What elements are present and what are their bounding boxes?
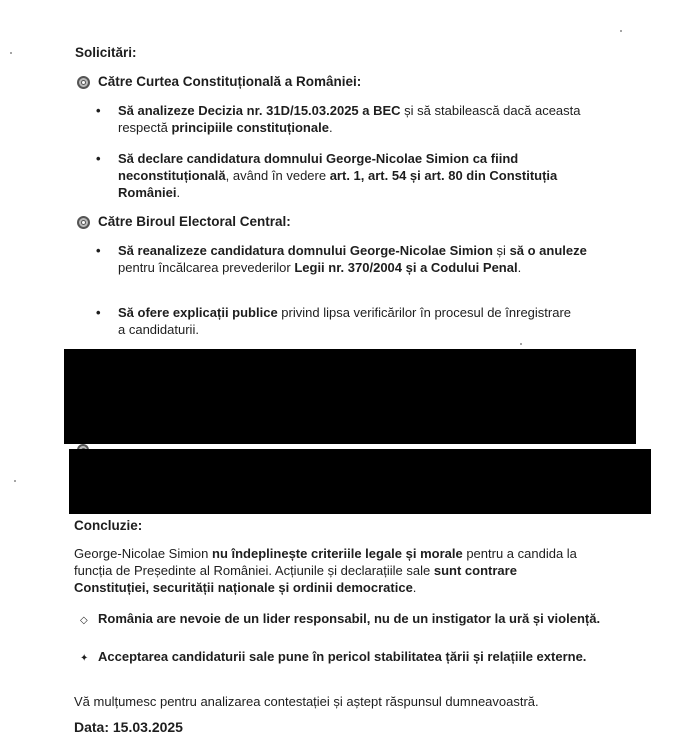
concluzie-bullet — [74, 648, 594, 667]
item-bold-text: art. 1, art. 54 și art. 80 din Constituția României — [118, 168, 558, 200]
section-title-ccr: Către Curtea Constituțională a României: — [98, 74, 362, 89]
paragraph-bold-text: nu îndeplinește criteriile legale și morale — [212, 546, 463, 561]
item-text: și să stabilească dacă aceasta respectă — [118, 103, 581, 135]
item-text: , având în vedere — [225, 168, 330, 183]
gear-icon — [77, 76, 90, 89]
gear-icon — [77, 216, 90, 229]
item-bold-text: Legii nr. 370/2004 și a Codului Penal — [294, 260, 518, 275]
date-line: Data: 15.03.2025 — [74, 719, 183, 735]
redaction-block — [69, 449, 651, 514]
bullet-text: România are nevoie de un lider responsabil, nu de un instigator la ură și violență. — [98, 611, 601, 626]
sparkle-icon: ✦ — [80, 653, 89, 664]
list-item — [96, 304, 576, 338]
bullet-text: Acceptarea candidaturii sale pune în pericol stabilitatea țării și relațiile externe. — [98, 649, 587, 664]
solicitari-heading: Solicitări: — [75, 45, 137, 60]
concluzie-heading: Concluzie: — [74, 518, 143, 533]
concluzie-paragraph — [74, 545, 594, 596]
item-bold-text: Să reanalizeze candidatura domnului George-Nicolae Simion — [118, 243, 493, 258]
paragraph-text: George-Nicolae Simion — [74, 546, 213, 561]
item-bold-text: principiile constituționale — [171, 120, 329, 135]
paragraph-text: . — [412, 580, 417, 595]
paragraph-bold-text: sunt contrare Constituției, securității naționale și ordinii democratice — [74, 563, 517, 595]
diamond-outline-icon: ◇ — [80, 615, 88, 626]
scan-speck — [14, 480, 16, 482]
list-item — [96, 150, 616, 201]
redaction-block — [64, 349, 636, 444]
item-text: privind lipsa verificărilor în procesul de înregistrare a candidaturii. — [118, 305, 572, 337]
scan-speck — [520, 343, 522, 345]
item-bold-text: să o anuleze — [509, 243, 587, 258]
closing-line: Vă mulțumesc pentru analizarea contestației și aștept răspunsul dumneavoastră. — [74, 694, 539, 709]
bullet-icon: • — [96, 151, 101, 166]
concluzie-bullet — [74, 610, 604, 629]
section-title-bec: Către Biroul Electoral Central: — [98, 214, 291, 229]
item-text: . — [176, 185, 181, 200]
item-text: pentru încălcarea prevederilor — [118, 260, 295, 275]
bullet-icon: • — [96, 243, 101, 258]
bullet-icon: • — [96, 305, 101, 320]
item-text: și — [492, 243, 510, 258]
scan-speck — [10, 52, 12, 54]
item-text: . — [517, 260, 522, 275]
list-item — [96, 242, 601, 276]
bullet-icon: • — [96, 103, 101, 118]
item-bold-text: Să declare candidatura domnului George-Nicolae Simion ca fiind neconstituțională — [118, 151, 519, 183]
item-bold-text: Să analizeze Decizia nr. 31D/15.03.2025 a BEC — [118, 103, 401, 118]
list-item — [96, 102, 596, 136]
paragraph-text: pentru a candida la funcția de Președinte al României. Acțiunile și declarațiile sale — [74, 546, 577, 578]
item-text: . — [328, 120, 333, 135]
scan-speck — [620, 30, 622, 32]
item-bold-text: Să ofere explicații publice — [118, 305, 278, 320]
